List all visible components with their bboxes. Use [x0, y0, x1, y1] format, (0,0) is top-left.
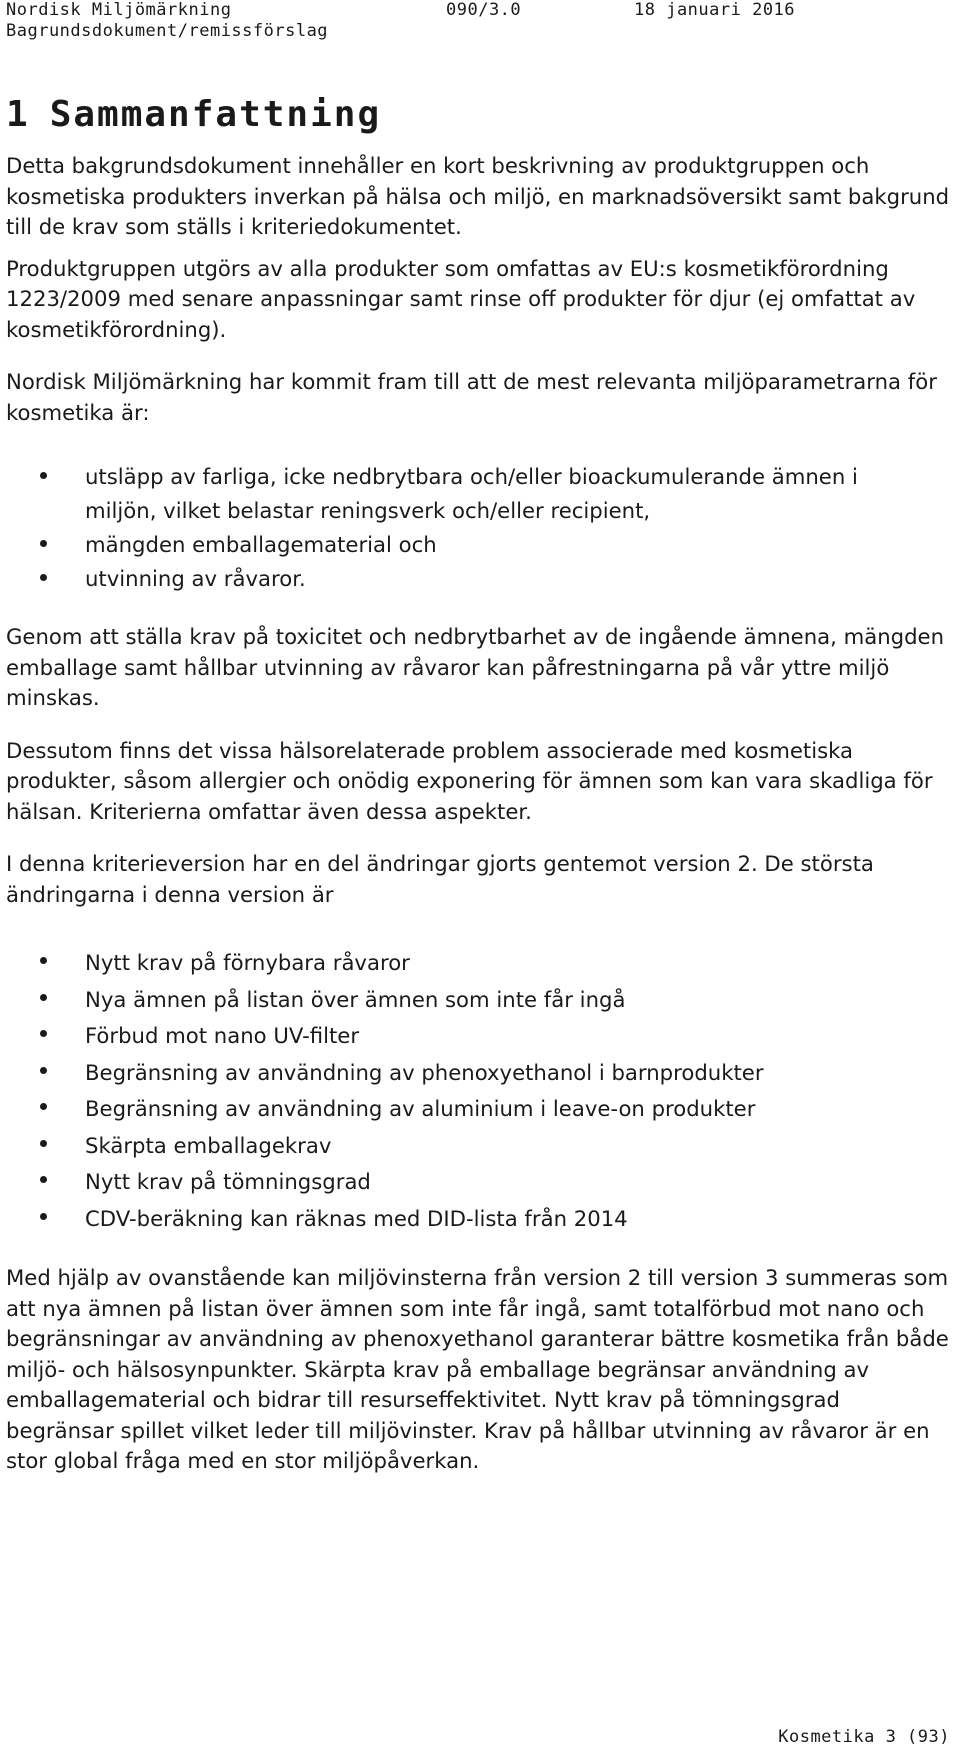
parameters-intro-paragraph: Nordisk Miljömärkning har kommit fram till att de mest relevanta miljöparametrarna för kosmetika är:: [6, 369, 937, 425]
header-organization: Nordisk Miljömärkning: [6, 0, 232, 20]
bullet-icon: [40, 1140, 47, 1147]
bullet-icon: [40, 1030, 47, 1037]
list-item: [6, 528, 954, 562]
list-item-text: Nya ämnen på listan över ämnen som inte får ingå: [85, 986, 626, 1012]
header-bottom-row: [6, 21, 954, 42]
intro-paragraph: Detta bakgrundsdokument innehåller en kort beskrivning av produktgruppen och kosmetiska produkters inverkan på hälsa och miljö, en marknadsöversikt samt bakgrund till de krav som ställs i kriteriedokumentet.: [6, 153, 950, 239]
list-item-text: Begränsning av användning av phenoxyethanol i barnprodukter: [85, 1059, 764, 1085]
section-number: 1: [6, 94, 30, 135]
list-item: [6, 1128, 954, 1165]
health-paragraph: Dessutom finns det vissa hälsorelaterade problem associerade med kosmetiska produkter, såsom allergier och onödig exponering för ämnen som kan vara skadliga för hälsan. Kriterierna omfattar även dessa aspekter.: [6, 737, 933, 824]
list-item: [6, 460, 954, 528]
header-date: 18 januari 2016: [634, 0, 796, 20]
list-item-text: utsläpp av farliga, icke nedbrytbara och/eller bioackumulerande ämnen i miljön, vilket belastar reningsverk och/eller recipient,: [85, 464, 858, 523]
list-item: [6, 1018, 954, 1055]
bullet-icon: [40, 1067, 47, 1074]
list-item: [6, 945, 954, 982]
bullet-icon: [40, 574, 47, 581]
page-content: [6, 92, 954, 1477]
bullet-icon: [40, 994, 47, 1001]
changes-intro-paragraph: I denna kriterieversion har en del ändringar gjorts gentemot version 2. De största ändringarna i denna version är: [6, 851, 874, 907]
bullet-icon: [40, 540, 47, 547]
bullet-icon: [40, 1176, 47, 1183]
list-item-text: Nytt krav på tömningsgrad: [85, 1169, 371, 1194]
list-item-text: Nytt krav på förnybara råvaror: [85, 950, 410, 975]
list-item-text: utvinning av råvaror.: [85, 566, 306, 591]
page-header: [6, 0, 954, 42]
list-item-text: mängden emballagematerial och: [85, 532, 437, 557]
list-item: [6, 982, 954, 1019]
footer-page-label: Kosmetika 3 (93): [778, 1727, 950, 1747]
list-item-text: Begränsning av användning av aluminium i leave-on produkter: [85, 1096, 756, 1121]
list-item: [6, 562, 954, 596]
bullet-icon: [40, 472, 47, 479]
header-top-row: [6, 0, 954, 21]
parameters-list: [6, 460, 954, 596]
list-item-text: CDV-beräkning kan räknas med DID-lista från 2014: [85, 1205, 628, 1231]
header-document-type: Bagrundsdokument/remissförslag: [6, 21, 329, 41]
list-item: [6, 1091, 954, 1128]
page-footer: [778, 1727, 950, 1748]
list-item: [6, 1055, 954, 1092]
toxicity-paragraph: Genom att ställa krav på toxicitet och nedbrytbarhet av de ingående ämnena, mängden emballage samt hållbar utvinning av råvaror kan påfrestningarna på vår yttre miljö minskas.: [6, 624, 945, 710]
section-heading: [6, 92, 954, 138]
section-title: Sammanfattning: [49, 94, 382, 135]
bullet-icon: [40, 1103, 47, 1110]
bullet-icon: [40, 1213, 47, 1220]
summary-paragraph: Med hjälp av ovanstående kan miljövinsterna från version 2 till version 3 summeras som att nya ämnen på listan över ämnen som inte får ingå, samt totalförbud mot nano och begränsningar av användning av phenoxyethanol garanterar bättre kosmetika från både miljö- och hälsosynpunkter. Skärpta krav på emballage begränsar användning av emballagematerial och bidrar till resurseffektivitet. Nytt krav på tömningsgrad begränsar spillet vilket leder till miljövinster. Krav på hållbar utvinning av råvaror är en stor global fråga med en stor miljöpåverkan.: [6, 1265, 949, 1473]
header-reference: 090/3.0: [446, 0, 522, 20]
bullet-icon: [40, 957, 47, 964]
list-item-text: Förbud mot nano UV-filter: [85, 1023, 360, 1048]
product-group-paragraph: Produktgruppen utgörs av alla produkter som omfattas av EU:s kosmetikförordning 1223/2009 med senare anpassningar samt rinse off produkter för djur (ej omfattat av kosmetikförordning).: [6, 255, 916, 342]
list-item: [6, 1164, 954, 1201]
list-item: [6, 1201, 954, 1238]
list-item-text: Skärpta emballagekrav: [85, 1132, 332, 1158]
changes-list: [6, 945, 954, 1237]
